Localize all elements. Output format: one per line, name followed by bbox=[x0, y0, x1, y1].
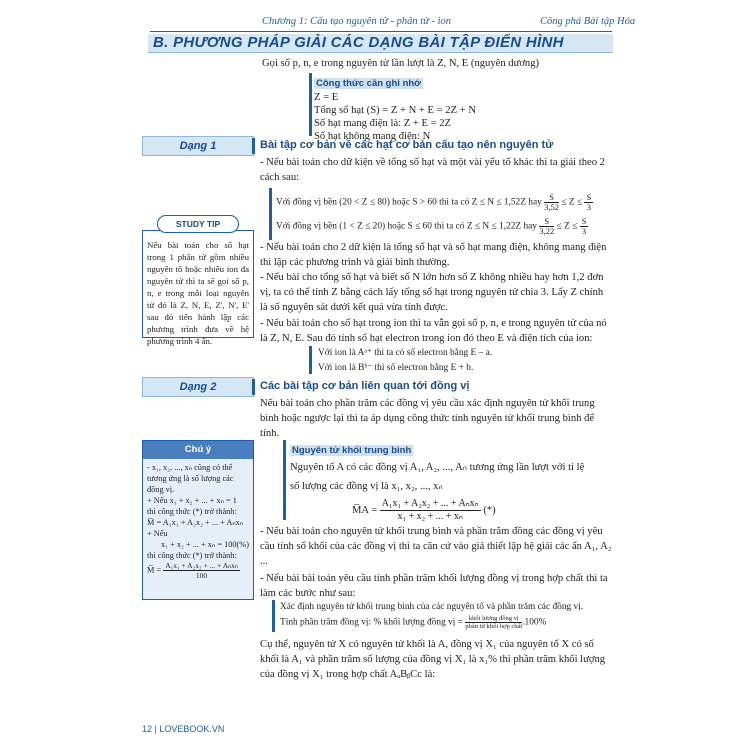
ntk-box-head: Nguyên tử khối trung bình bbox=[292, 445, 412, 456]
chu-y-content bbox=[143, 459, 253, 583]
case2 bbox=[276, 217, 616, 236]
book-header: Công phá Bài tập Hóa bbox=[540, 16, 636, 27]
study-tip-text: Nếu bài toán cho số hạt trong 1 phân tử gồm nhiều nguyên tố hoặc nhiều ion đa nguyên tử thì ta sẽ gọi số p, n, e trong mỗi loại nguyên tử đó là Z, N, E, Z', N', E' sau đó tiến hành lập các phương trình đưa về hệ phương trình 4 ẩn. bbox=[147, 240, 249, 346]
dang1-title: Bài tập cơ bản về các hạt cơ bản cấu tạo nên nguyên tử bbox=[260, 139, 554, 151]
chapter-header: Chương 1: Cấu tạo nguyên tử - phân tử - ion bbox=[262, 16, 452, 27]
ntk-box-line-1: Nguyên tố A có các đồng vị A₁, A₂, ..., Aₙ tương ứng lần lượt với tỉ lệ bbox=[290, 462, 585, 473]
chu-y-formula-lhs: M̅ = bbox=[147, 565, 162, 575]
steps-bar bbox=[272, 600, 275, 632]
study-tip-box bbox=[142, 230, 254, 346]
step-2-tail: .100% bbox=[522, 617, 547, 628]
dang1-p3: - Nếu bài cho tổng số hạt và biết số N lớn hơn số Z không nhiều hay hơn 1,2 đơn vị, ta có thể tính Z bằng cách lấy tổng số hạt trong nguyên tử chia 3. Lấy Z chính là số nguyên sát dưới kết quả vừa tính được. bbox=[260, 272, 604, 313]
step-1: Xác định nguyên tử khối trung bình của các nguyên tố và phần trăm các đồng vị. bbox=[280, 602, 584, 612]
page-footer: 12 | LOVEBOOK.VN bbox=[142, 724, 225, 734]
case2-frac: $\frac{S}{3,22}$ bbox=[539, 216, 555, 236]
formula-line-1: Z = E bbox=[314, 92, 339, 103]
formula-box-head: Công thức cần ghi nhớ bbox=[316, 78, 421, 89]
ntk-box-line-2: số lượng các đồng vị là x₁, x₂, ..., xₙ bbox=[290, 481, 443, 492]
case1-text: Với đồng vị bền (20 < Z ≤ 80) hoặc S > 60 thì ta có Z ≤ N ≤ 1,52Z hay bbox=[276, 197, 542, 208]
dang2-title: Các bài tập cơ bản liên quan tới đồng vị bbox=[260, 380, 470, 392]
study-tip-label: STUDY TIP bbox=[157, 215, 239, 233]
chu-y-label: Chú ý bbox=[143, 441, 253, 459]
header-rule bbox=[150, 31, 612, 32]
dang2-p3: - Nếu bài bài toán yêu cầu tính phần trăm khối lượng đồng vị trong hợp chất thì ta làm các bước như sau: bbox=[260, 573, 608, 599]
ntk-formula-frac: $\frac{\text{A₁x₁ + A₂x₂ + ... + Aₙxₙ}}{\text{x₁ + x₂ + ... + xₙ}}$ bbox=[381, 498, 479, 522]
chu-y-line-4: M̅ = A₁x₁ + A₂x₂ + ... + Aₙxₙ bbox=[147, 518, 244, 527]
cases-bar bbox=[269, 188, 272, 240]
ntk-formula bbox=[352, 498, 612, 523]
chu-y-line-6: x₁ + x₂ + ... + xₙ = 100(%) bbox=[161, 540, 249, 549]
step-2 bbox=[280, 615, 546, 630]
case1 bbox=[276, 193, 616, 212]
dang2-p2: - Nếu bài toán cho nguyên tử khối trung bình và phần trăm đồng các đồng vị yêu cầu tính số khối của các đồng vị thì ta căn cứ vào giả thiết lập hệ giải các ẩn A₁, A₂ ... bbox=[260, 526, 612, 567]
chu-y-line-2: + Nếu x₁ + x₂ + ... + xₙ = 1 bbox=[147, 496, 237, 505]
section-title: B. PHƯƠNG PHÁP GIẢI CÁC DẠNG BÀI TẬP ĐIỂN HÌNH bbox=[153, 34, 564, 51]
case1-frac-tail: $\frac{S}{3}$ bbox=[586, 192, 592, 212]
formula-box-bar bbox=[309, 73, 312, 136]
chu-y-line-5: + Nếu bbox=[147, 529, 168, 538]
intro-text: Gọi số p, n, e trong nguyên tử lần lượt là Z, N, E (nguyên dương) bbox=[262, 58, 540, 69]
chu-y-line-7: thì công thức (*) trở thành: bbox=[147, 551, 237, 560]
chu-y-box bbox=[142, 440, 254, 600]
dang1-label: Dạng 1 bbox=[142, 136, 254, 156]
case1-ineq: ≤ Z ≤ bbox=[561, 197, 583, 208]
dang2-title-bar bbox=[252, 379, 255, 395]
ion-case-2: Với ion là Bᵇ⁻ thì số electron bằng E + b. bbox=[318, 363, 474, 373]
dang2-p1: Nếu bài toán cho phần trăm các đồng vị yêu cầu xác định nguyên tử khối trung bình hoặc ngược lại thì ta áp dụng công thức tính nguyên tử khối trung bình để tính. bbox=[260, 398, 595, 439]
case1-frac: $\frac{S}{3,52}$ bbox=[544, 192, 560, 212]
ion-bar bbox=[309, 346, 312, 374]
formula-line-4: Số hạt không mang điện: N bbox=[314, 131, 431, 142]
chu-y-line-1: - x₁, x₂, ..., xₙ cũng có thể tương ứng là số lượng các đồng vị. bbox=[147, 463, 234, 494]
formula-line-2: Tổng số hạt (S) = Z + N + E = 2Z + N bbox=[314, 105, 476, 116]
chu-y-formula-frac: $\frac{\text{A₁x₁ + A₂x₂ + ... + Aₙxₙ}}{100}$ bbox=[165, 561, 238, 580]
case2-text: Với đồng vị bền (1 < Z ≤ 20) hoặc S ≤ 60 thì ta có Z ≤ N ≤ 1,22Z hay bbox=[276, 221, 537, 232]
step-2-frac: $\frac{\text{khối lượng đồng vị}}{\text{phân tử khối hợp chất}}$ bbox=[465, 615, 523, 630]
chu-y-line-3: thì công thức (*) trở thành: bbox=[147, 507, 237, 516]
dang2-label: Dạng 2 bbox=[142, 377, 254, 397]
ntk-formula-tag: (*) bbox=[483, 504, 496, 516]
dang1-p4: - Nếu bài toán cho số hạt trong ion thì ta vẫn gọi số p, n, e trong nguyên tử của nó là Z, N, E. Sau đó tính số hạt electron trong ion đó theo E và điện tích của ion: bbox=[260, 318, 607, 344]
chu-y-line-8 bbox=[147, 561, 249, 580]
dang2-p4: Cụ thể, nguyên tử X có nguyên tử khối là A, đồng vị X₁ của nguyên tố X có số khối là A₁ và phần trăm số lượng của đồng vị X₁ là x₁% thì phần trăm khối lượng của đồng vị X₁ trong hợp chất AₐBᵦCc là: bbox=[260, 639, 606, 680]
formula-line-3: Số hạt mang điện là: Z + E = 2Z bbox=[314, 118, 451, 129]
case2-ineq: ≤ Z ≤ bbox=[556, 221, 578, 232]
dang1-p1: - Nếu bài toán cho dữ kiện về tổng số hạt và một vài yếu tố khác thì ta giải theo 2 cách sau: bbox=[260, 157, 605, 183]
case2-frac-tail: $\frac{S}{3}$ bbox=[581, 216, 587, 236]
ntk-box bbox=[290, 440, 612, 523]
dang1-title-bar bbox=[252, 138, 255, 154]
ntk-formula-lhs: M̅A = bbox=[352, 504, 378, 516]
dang1-p2: - Nếu bài toán cho 2 dữ kiện là tổng số hạt và số hạt mang điện, không mang điện thì lập các phương trình và giải bình thường. bbox=[260, 242, 607, 268]
step-2-text: Tính phần trăm đồng vị: % khối lượng đồng vị = bbox=[280, 617, 464, 628]
formula-box bbox=[314, 73, 614, 143]
ntk-box-bar bbox=[283, 440, 286, 520]
ion-case-1: Với ion là Aᵃ⁺ thì ta có số electron bằng E – a. bbox=[318, 348, 493, 358]
